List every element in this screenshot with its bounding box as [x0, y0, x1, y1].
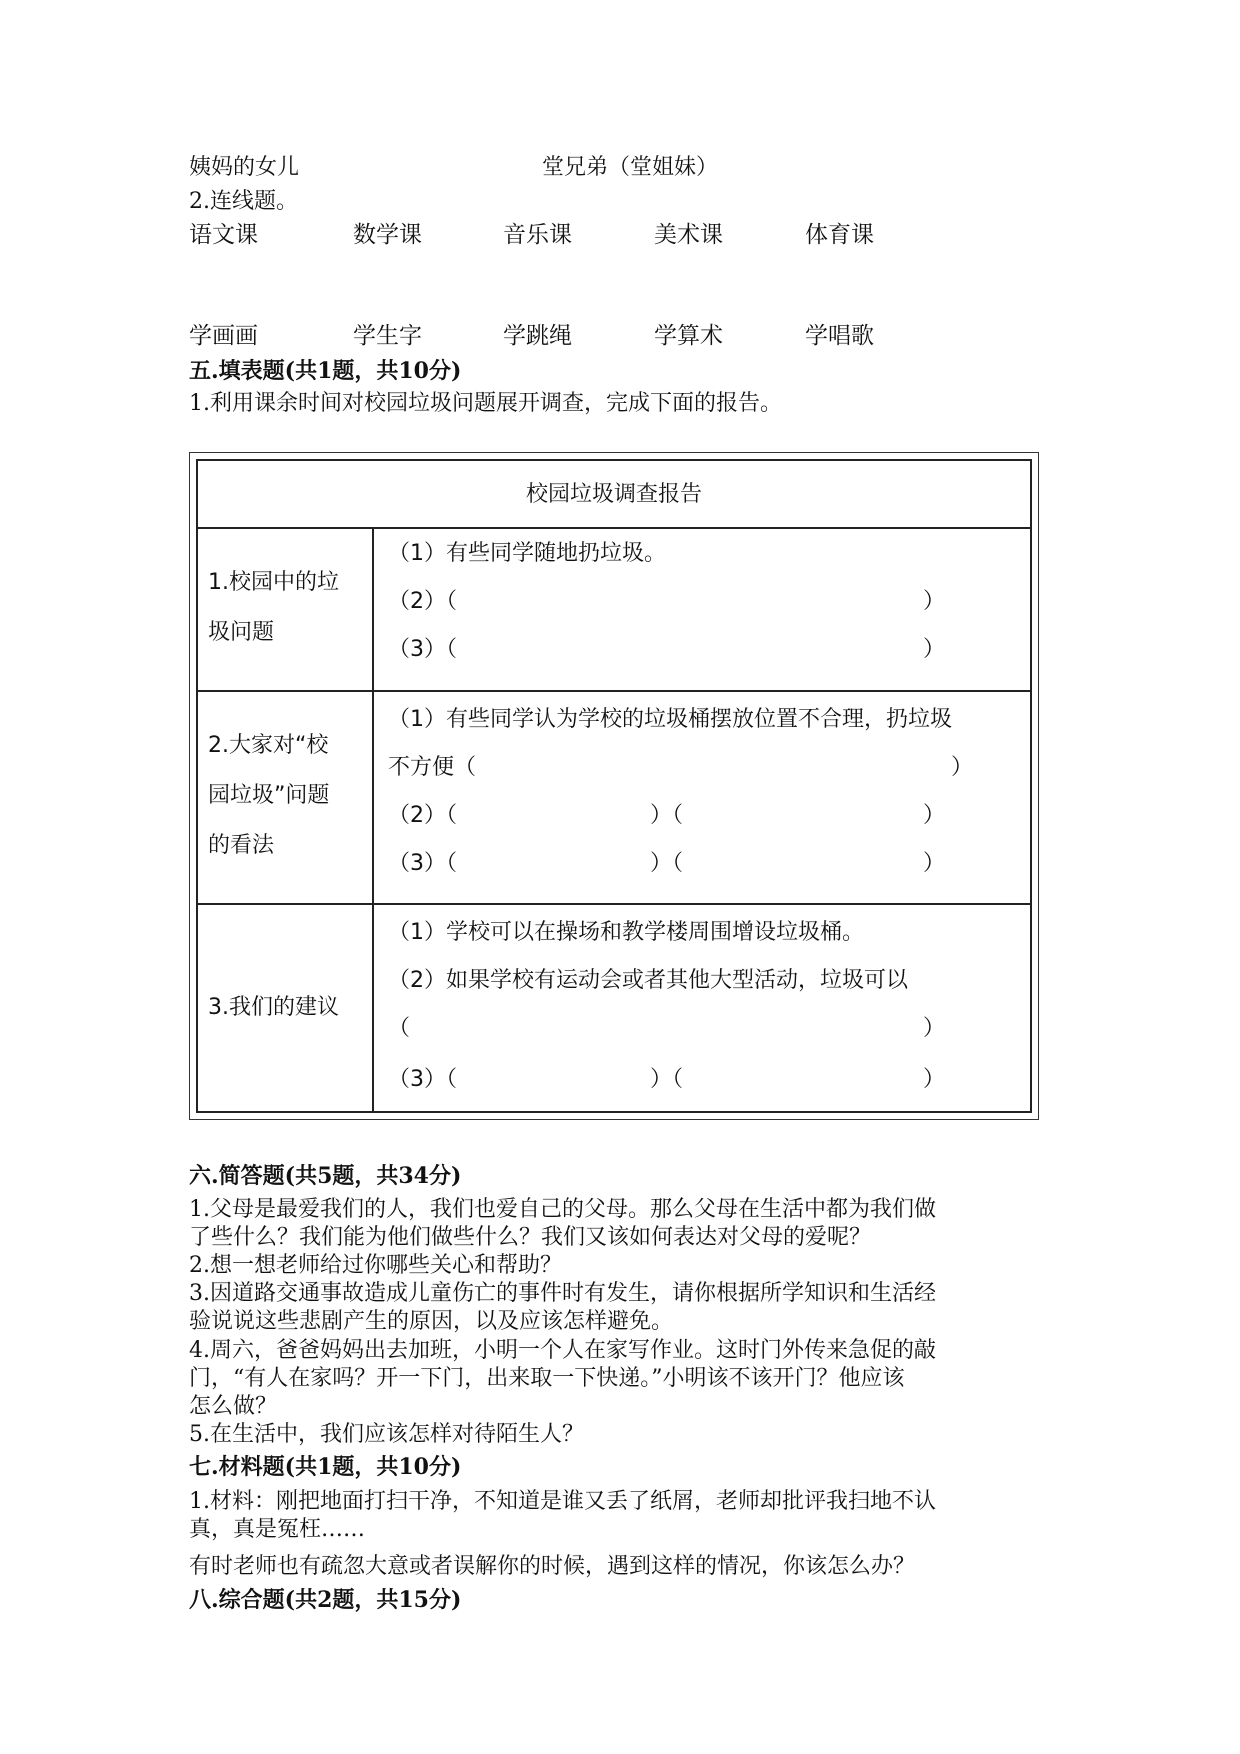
- section6-line: 验说说这些悲剧产生的原因，以及应该怎样避免。: [189, 1309, 674, 1334]
- matching-top-1: 语文课: [189, 222, 258, 248]
- row-divider: [198, 903, 1030, 905]
- row3-item-3-mid: ）（: [650, 1067, 684, 1092]
- row1-item-2-open: （2）（: [388, 589, 457, 614]
- row2-label-line: 园垃圾”问题: [208, 783, 330, 808]
- row2-item-2-open: （2）（: [388, 803, 457, 828]
- section7-line: 有时老师也有疏忽大意或者误解你的时候，遇到这样的情况，你该怎么办？: [189, 1554, 916, 1579]
- matching-top-5: 体育课: [805, 222, 874, 248]
- section6-line: 4.周六，爸爸妈妈出去加班，小明一个人在家写作业。这时门外传来急促的敲: [189, 1338, 936, 1363]
- row1-label-line: 1.校园中的垃: [208, 570, 339, 595]
- row2-item-1: （1）有些同学认为学校的垃圾桶摆放位置不合理，扔垃圾: [388, 707, 952, 732]
- row-divider: [198, 527, 1030, 529]
- row3-item-2: （2）如果学校有运动会或者其他大型活动，垃圾可以: [388, 968, 908, 993]
- row1-label: [208, 558, 339, 658]
- row1-item-2-close: ）: [923, 589, 946, 614]
- section6-heading: 六.简答题(共5题，共34分): [189, 1163, 462, 1189]
- row3-item-3-open: （3）（: [388, 1067, 457, 1092]
- section6-line: 门，“有人在家吗？开一下门，出来取一下快递。”小明该不该开门？他应该: [189, 1366, 905, 1391]
- row2-label-line: 2.大家对“校: [208, 733, 329, 758]
- row1-item-3-open: （3）（: [388, 637, 457, 662]
- matching-top-2: 数学课: [353, 222, 422, 248]
- report-table: [189, 452, 1039, 1120]
- matching-top-3: 音乐课: [503, 222, 572, 248]
- row2-item-2-close: ）: [923, 803, 946, 828]
- row2-item-1-cont: 不方便（: [388, 755, 477, 780]
- matching-top-4: 美术课: [654, 222, 723, 248]
- row-divider: [198, 690, 1030, 692]
- row2-item-3-mid: ）（: [650, 851, 684, 876]
- section5-question: 1.利用课余时间对校园垃圾问题展开调查，完成下面的报告。: [189, 391, 782, 416]
- section7-line: 真，真是冤枉……: [189, 1517, 366, 1542]
- section8-heading: 八.综合题(共2题，共15分): [189, 1587, 462, 1613]
- row1-item-3-close: ）: [923, 637, 946, 662]
- row3-item-2-open: （: [388, 1016, 411, 1041]
- report-title: 校园垃圾调查报告: [525, 482, 702, 507]
- row2-item-1-close: ）: [951, 755, 974, 780]
- section6-line: 3.因道路交通事故造成儿童伤亡的事件时有发生，请你根据所学知识和生活经: [189, 1281, 936, 1306]
- relative-right: 堂兄弟（堂姐妹）: [542, 155, 719, 180]
- matching-bottom-5: 学唱歌: [805, 323, 874, 349]
- section7-heading: 七.材料题(共1题，共10分): [189, 1454, 462, 1480]
- column-divider: [372, 527, 374, 1113]
- matching-bottom-3: 学跳绳: [503, 323, 572, 349]
- section6-line: 2.想一想老师给过你哪些关心和帮助？: [189, 1253, 562, 1278]
- section6-line: 1.父母是最爱我们的人，我们也爱自己的父母。那么父母在生活中都为我们做: [189, 1197, 936, 1222]
- row2-label: [208, 721, 329, 871]
- matching-bottom-1: 学画画: [189, 323, 258, 349]
- row3-item-1: （1）学校可以在操场和教学楼周围增设垃圾桶。: [388, 920, 864, 945]
- matching-bottom-4: 学算术: [654, 323, 723, 349]
- row3-item-3-close: ）: [923, 1067, 946, 1092]
- row1-label-line: 圾问题: [208, 620, 275, 645]
- relative-left: 姨妈的女儿: [189, 155, 300, 180]
- row2-item-3-close: ）: [923, 851, 946, 876]
- matching-bottom-2: 学生字: [353, 323, 422, 349]
- section6-line: 5.在生活中，我们应该怎样对待陌生人？: [189, 1422, 584, 1447]
- section6-line: 怎么做？: [189, 1394, 278, 1419]
- row2-item-2-mid: ）（: [650, 803, 684, 828]
- row1-item-1: （1）有些同学随地扔垃圾。: [388, 541, 666, 566]
- row3-label-line: 3.我们的建议: [208, 995, 339, 1020]
- section7-line: 1.材料：刚把地面打扫干净，不知道是谁又丢了纸屑，老师却批评我扫地不认: [189, 1489, 936, 1514]
- row3-label: [208, 983, 339, 1033]
- row3-item-2-close: ）: [923, 1016, 946, 1041]
- row2-label-line: 的看法: [208, 833, 275, 858]
- section6-line: 了些什么？我们能为他们做些什么？我们又该如何表达对父母的爱呢？: [189, 1225, 872, 1250]
- row2-item-3-open: （3）（: [388, 851, 457, 876]
- report-table-inner: [196, 459, 1032, 1113]
- section5-heading: 五.填表题(共1题，共10分): [189, 358, 462, 384]
- matching-title: 2.连线题。: [189, 189, 298, 214]
